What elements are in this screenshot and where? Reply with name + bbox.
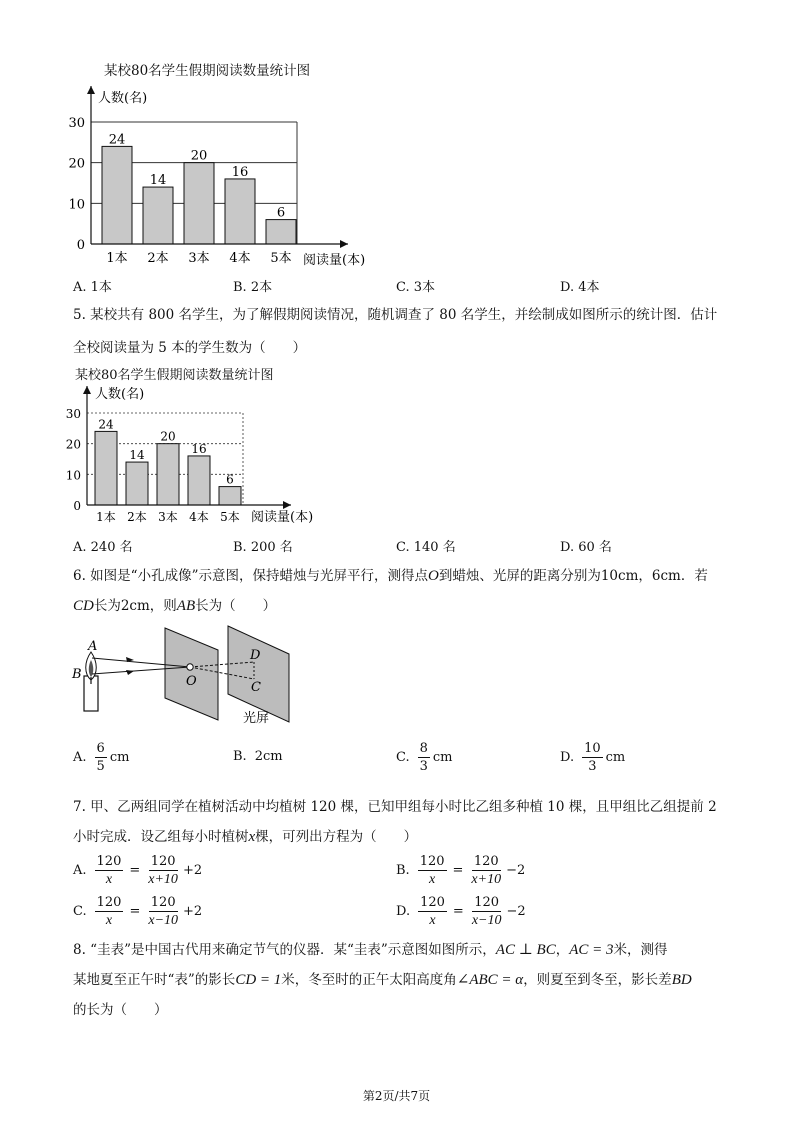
q8-l1b: AC ⊥ BC [495,942,556,958]
q6-point-o: O [427,568,439,584]
q6-option-d[interactable]: D. $\frac{10}{3}$ cm [560,741,626,774]
bar-5本 [266,220,296,244]
q6-option-c[interactable]: C. $\frac{8}{3}$ cm [396,741,453,774]
q8-l2a: 某地夏至正午时“表”的影长 [73,972,236,988]
q6-l1a: 6. 如图是“小孔成像”示意图，保持蜡烛与光屏平行，测得点 [73,568,428,584]
bar-value-label: 24 [98,417,114,432]
q5-line-2: 全校阅读量为 5 本的学生数为（ ） [73,340,307,356]
chart1-option-d[interactable]: D. 4本 [560,280,600,295]
y-tick-label: 20 [65,437,81,452]
bar-4本 [225,179,255,244]
x-tick-label: 4本 [229,251,251,266]
x-tick-label: 5本 [270,251,292,266]
x-tick-label: 1本 [96,510,116,524]
y-tick-label: 0 [73,499,81,513]
y-axis-arrow [87,86,95,94]
x-tick-label: 2本 [147,251,169,266]
chart1-option-c[interactable]: C. 3本 [396,280,436,295]
question-7-text [73,797,723,847]
y-tick-label: 20 [68,156,85,172]
x-tick-label: 2本 [127,510,147,524]
q6-option-b[interactable]: B. 2cm [233,749,283,764]
x-axis-arrow [340,240,348,248]
bar-value-label: 16 [231,164,249,180]
bar-3本 [184,163,214,244]
x-tick-label: 3本 [188,251,210,266]
y-tick-label: 10 [65,468,81,483]
q6-option-a[interactable]: A. $\frac{6}{5}$ cm [73,741,130,774]
bar-4本 [188,456,210,505]
question-6-text [73,566,723,616]
label-d: D [250,648,261,663]
y-tick-label: 0 [76,238,85,253]
label-o: O [186,674,197,689]
label-b: B [72,667,82,682]
q8-l1e: 米，测得 [613,942,668,958]
q5-option-a[interactable]: A. 240 名 [73,540,133,555]
light-screen [228,626,289,722]
x-tick-label: 4本 [189,510,209,524]
bar-value-label: 14 [149,173,167,189]
q7-option-c[interactable]: C. $\frac{120}{x}$ = $\frac{120}{x-10}$ +2 [73,895,203,928]
q6-l1c: 10cm，6cm．若 [600,568,708,584]
bar-1本 [102,146,132,244]
q6-l2d: 长为（ ） [195,598,277,614]
pinhole-o [187,664,193,670]
q8-l1d: AC = 3 [569,942,614,958]
q5-option-d[interactable]: D. 60 名 [560,540,612,555]
chart1-bar-chart [60,80,390,275]
chart2-bar-chart [55,382,325,527]
chart1-title: 某校80名学生假期阅读数量统计图 [104,63,311,79]
page-footer: 第2页/共7页 [362,1089,431,1103]
bar-5本 [219,487,241,505]
x-tick-label: 3本 [158,510,178,524]
bar-1本 [95,431,117,505]
q6-l2b: 2cm [120,598,150,614]
bar-3本 [157,444,179,505]
x-tick-label: 1本 [106,251,128,266]
bar-value-label: 20 [160,429,176,444]
bar-2本 [126,462,148,505]
bar-2本 [143,187,173,244]
bar-value-label: 16 [191,441,207,456]
q7-line-2a: 小时完成．设乙组每小时植树 [73,829,249,845]
y-tick-label: 10 [68,197,85,213]
label-a: A [88,639,98,654]
q7-option-a[interactable]: A. $\frac{120}{x}$ = $\frac{120}{x+10}$ +2 [73,854,203,887]
y-tick-label: 30 [65,407,81,421]
x-tick-label: 5本 [220,510,240,524]
pinhole-camera-diagram [68,622,308,730]
question-5-text [73,305,723,358]
x-axis-arrow [283,501,291,509]
bar-value-label: 20 [190,148,208,164]
bar-value-label: 6 [276,205,286,221]
y-axis-arrow [83,386,91,394]
q7-line-2b: 棵，可列出方程为（ ） [255,829,418,845]
label-c: C [251,680,261,695]
q6-l2c: ，则 [149,598,177,614]
q8-l2e: ，则夏至到冬至，影长差 [523,972,672,988]
q5-option-b[interactable]: B. 200 名 [233,540,293,555]
q8-l1c: ， [555,942,570,958]
chart1-y-axis-label: 人数(名) [98,91,148,106]
chart1-option-b[interactable]: B. 2本 [233,280,273,295]
question-8-text [73,940,723,1020]
q6-cd: CD [73,598,94,614]
bar-value-label: 6 [226,472,234,487]
chart1-x-axis-label: 阅读量(本) [303,253,366,268]
chart2-y-axis-label: 人数(名) [95,387,145,402]
chart1-option-a[interactable]: A. 1本 [73,280,112,295]
q8-line-3: 的长为（ ） [73,1002,168,1018]
q8-l1a: 8. “圭表”是中国古代用来确定节气的仪器．某“圭表”示意图如图所示， [73,942,496,958]
q8-l2b: CD = 1 [235,972,282,988]
q8-l2d: ∠ABC = α [456,972,524,988]
q8-l2c: 米，冬至时的正午太阳高度角 [281,972,457,988]
screen-label: 光屏 [243,711,270,726]
y-tick-label: 30 [68,116,85,131]
bar-value-label: 24 [108,132,126,148]
q7-option-d[interactable]: D. $\frac{120}{x}$ = $\frac{120}{x-10}$ −2 [396,895,526,928]
q8-l2f: BD [671,972,692,988]
chart2-title: 某校80名学生假期阅读数量统计图 [75,368,274,383]
q6-l2a: 长为 [93,598,121,614]
chart2-x-axis-label: 阅读量(本) [251,510,314,525]
q5-option-c[interactable]: C. 140 名 [396,540,456,555]
q6-ab: AB [176,598,196,614]
q5-line-1: 5. 某校共有 800 名学生，为了解假期阅读情况，随机调查了 80 名学生，并绘制成如图所示的统计图．估计 [73,307,718,323]
q7-option-b[interactable]: B. $\frac{120}{x}$ = $\frac{120}{x+10}$ −2 [396,854,526,887]
bar-value-label: 14 [129,448,145,463]
q7-variable-x: x [248,829,256,845]
q7-line-1: 7. 甲、乙两组同学在植树活动中均植树 120 棵，已知甲组每小时比乙组多种植 10 棵，且甲组比乙组提前 2 [73,799,717,815]
q6-l1b: 到蜡烛、光屏的距离分别为 [438,568,601,584]
